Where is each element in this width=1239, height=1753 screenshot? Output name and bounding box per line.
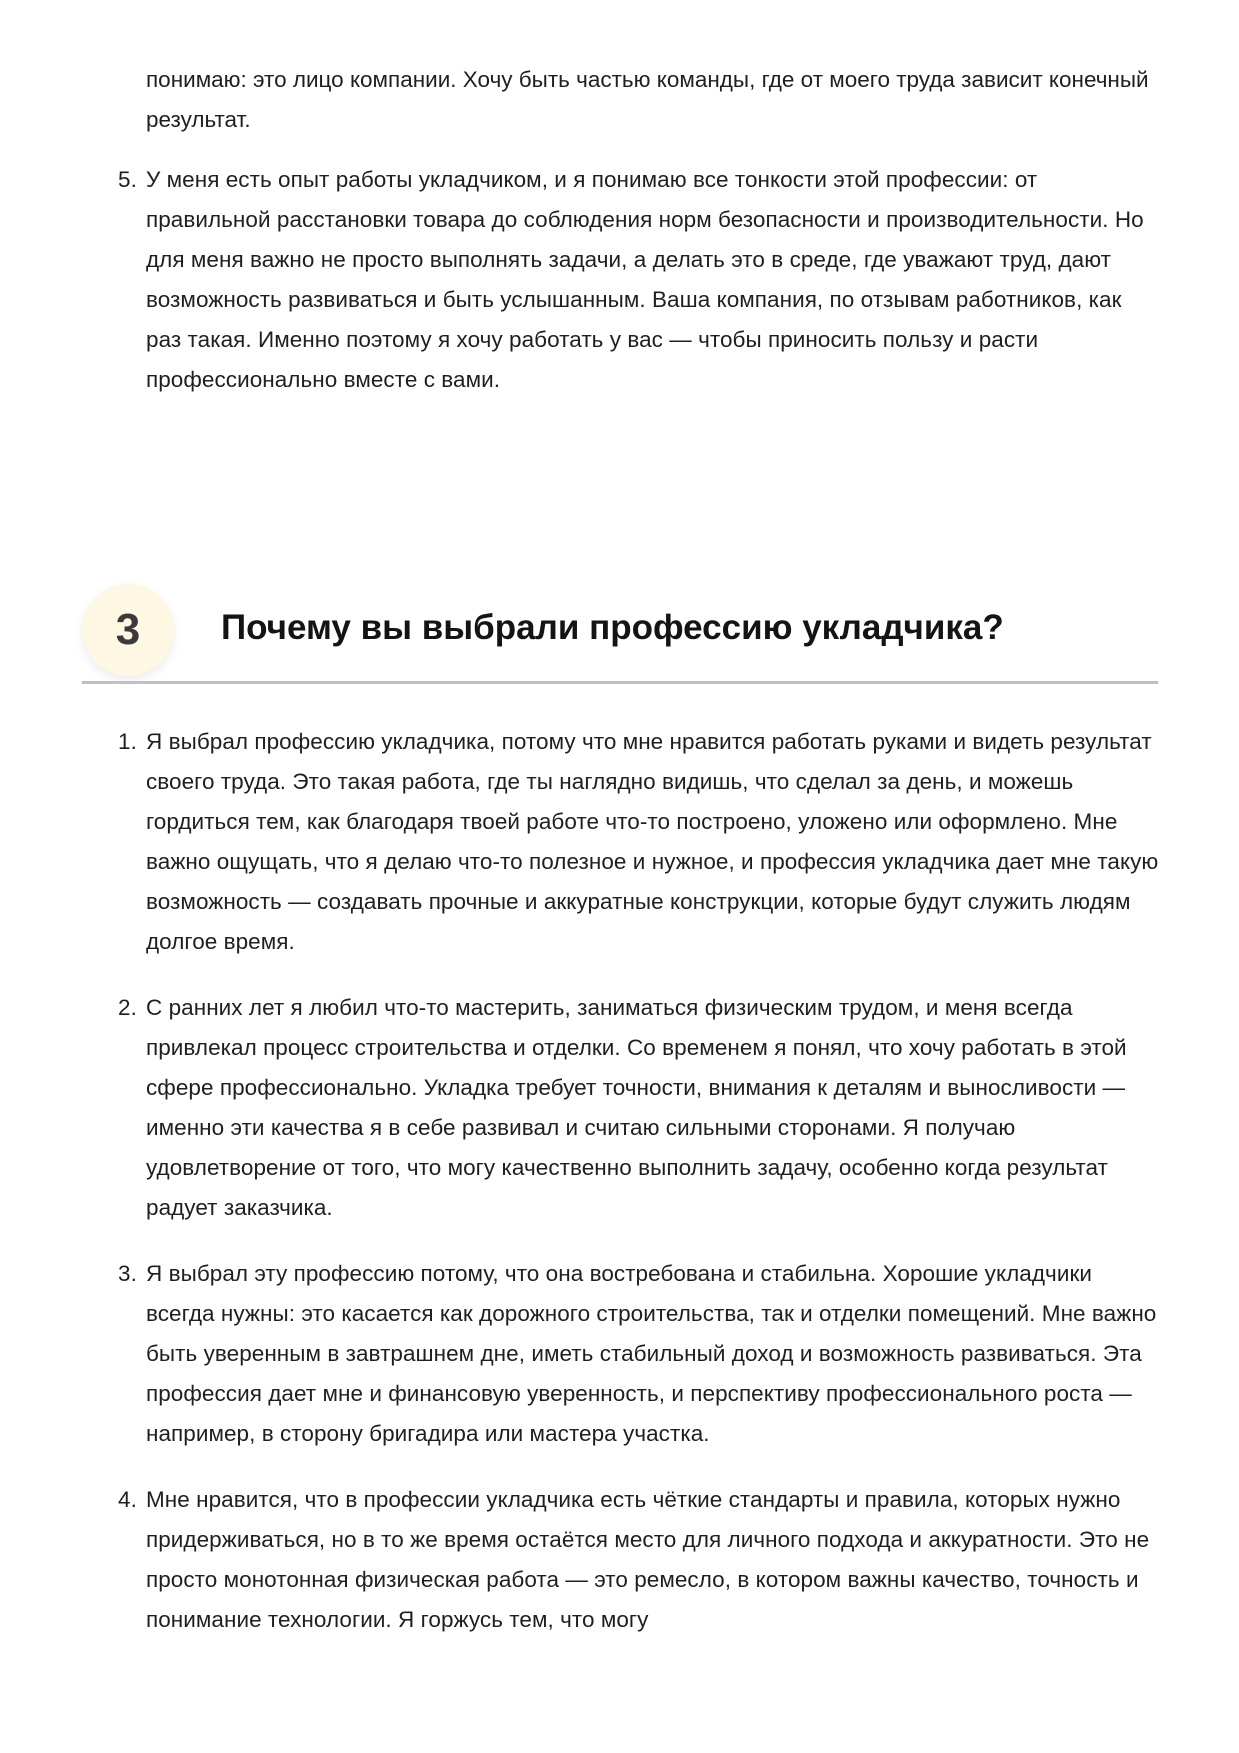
list-item (118, 988, 1163, 1228)
list-item-text: У меня есть опыт работы укладчиком, и я понимаю все тонкости этой профессии: от правильной расстановки товара до соблюдения норм безопасности и производительности. Но для меня важно не просто выполнять задачи, а делать это в среде, где уважают труд, дают возможность развиваться и быть услышанным. Ваша компания, по отзывам работников, как раз такая. Именно поэтому я хочу работать у вас — чтобы приносить пользу и расти профессионально вместе с вами. (146, 167, 1144, 392)
list-item-number: 3. (118, 1261, 137, 1286)
section-divider (82, 681, 1158, 684)
section-title: Почему вы выбрали профессию укладчика? (221, 608, 1004, 647)
list-item-number: 5. (118, 167, 137, 192)
section-number-badge: 3 (82, 584, 174, 676)
list-item-number: 4. (118, 1487, 137, 1512)
previous-item-continuation: понимаю: это лицо компании. Хочу быть частью команды, где от моего труда зависит конечный результат. (146, 67, 1149, 132)
section-header (82, 582, 1158, 684)
previous-answers-list (118, 160, 1163, 426)
list-item (118, 1254, 1163, 1454)
list-item (118, 1480, 1163, 1640)
list-item (118, 160, 1163, 400)
list-item-text: Я выбрал эту профессию потому, что она востребована и стабильна. Хорошие укладчики всегда нужны: это касается как дорожного строительства, так и отделки помещений. Мне важно быть уверенным в завтрашнем дне, иметь стабильный доход и возможность развиваться. Эта профессия дает мне и финансовую уверенность, и перспективу профессионального роста — например, в сторону бригадира или мастера участка. (146, 1261, 1157, 1446)
list-item-number: 1. (118, 729, 137, 754)
list-item-text: Мне нравится, что в профессии укладчика есть чёткие стандарты и правила, которых нужно придерживаться, но в то же время остаётся место для личного подхода и аккуратности. Это не просто монотонная физическая работа — это ремесло, в котором важны качество, точность и понимание технологии. Я горжусь тем, что могу (146, 1487, 1150, 1632)
list-item (118, 722, 1163, 962)
answers-list (118, 722, 1163, 1666)
list-item-text: Я выбрал профессию укладчика, потому что мне нравится работать руками и видеть результат своего труда. Это такая работа, где ты наглядно видишь, что сделал за день, и можешь гордиться тем, как благодаря твоей работе что-то построено, уложено или оформлено. Мне важно ощущать, что я делаю что-то полезное и нужное, и профессия укладчика дает мне такую возможность — создавать прочные и аккуратные конструкции, которые будут служить людям долгое время. (146, 729, 1159, 954)
list-item-number: 2. (118, 995, 137, 1020)
list-item-text: С ранних лет я любил что-то мастерить, заниматься физическим трудом, и меня всегда привлекал процесс строительства и отделки. Со временем я понял, что хочу работать в этой сфере профессионально. Укладка требует точности, внимания к деталям и выносливости — именно эти качества я в себе развивал и считаю сильными сторонами. Я получаю удовлетворение от того, что могу качественно выполнить задачу, особенно когда результат радует заказчика. (146, 995, 1127, 1220)
